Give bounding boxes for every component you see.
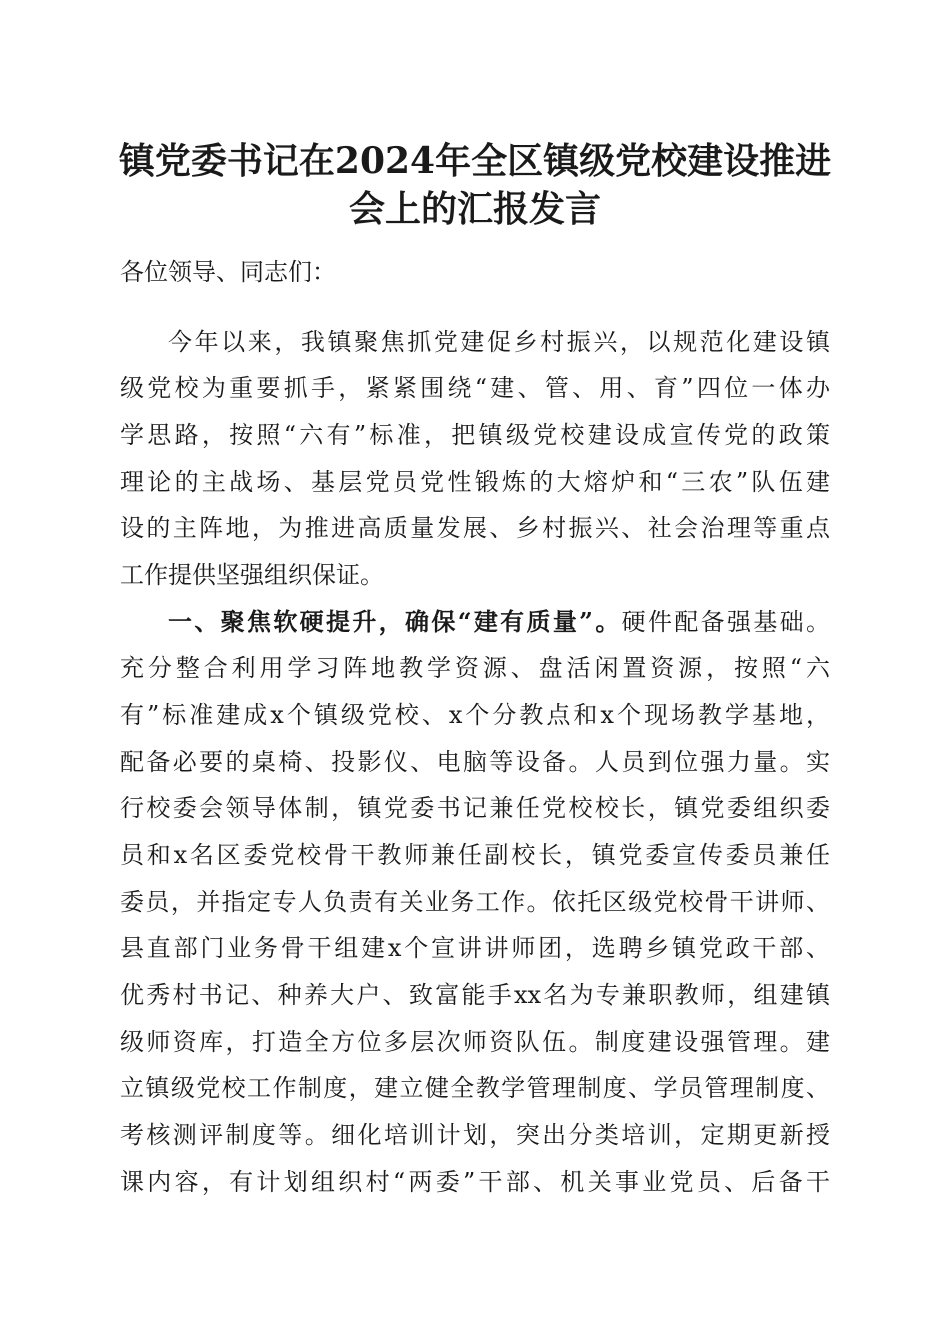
- paragraph-2-line: 行校委会领导体制，镇党委书记兼任党校校长，镇党委组织委: [120, 794, 830, 822]
- document-title-line-2: 会上的汇报发言: [348, 188, 601, 230]
- paragraph-2-line: 课内容，有计划组织村“两委”干部、机关事业党员、后备干: [120, 1168, 830, 1196]
- paragraph-2-line: 员和x名区委党校骨干教师兼任副校长，镇党委宣传委员兼任: [120, 841, 830, 869]
- salutation: 各位领导、同志们：: [120, 258, 336, 286]
- paragraph-2-line: 有”标准建成x个镇级党校、x个分教点和x个现场教学基地，: [120, 701, 830, 729]
- paragraph-1-line: 理论的主战场、基层党员党性锻炼的大熔炉和“三农”队伍建: [120, 468, 830, 496]
- paragraph-2-line: 充分整合利用学习阵地教学资源、盘活闲置资源，按照“六: [120, 654, 830, 682]
- paragraph-2-line: 县直部门业务骨干组建x个宣讲讲师团，选聘乡镇党政干部、: [120, 934, 830, 962]
- section-1-heading: 一、聚焦软硬提升，确保“建有质量”。: [168, 607, 622, 636]
- paragraph-2-line: 配备必要的桌椅、投影仪、电脑等设备。人员到位强力量。实: [120, 748, 830, 776]
- paragraph-1-line: 级党校为重要抓手，紧紧围绕“建、管、用、育”四位一体办: [120, 374, 830, 402]
- paragraph-1-line: 今年以来，我镇聚焦抓党建促乡村振兴，以规范化建设镇: [168, 328, 830, 356]
- paragraph-2-line: 优秀村书记、种养大户、致富能手xx名为专兼职教师，组建镇: [120, 981, 830, 1009]
- paragraph-1-line: 设的主阵地，为推进高质量发展、乡村振兴、社会治理等重点: [120, 514, 830, 542]
- paragraph-2-line: 考核测评制度等。细化培训计划，突出分类培训，定期更新授: [120, 1121, 830, 1149]
- paragraph-1-line: 学思路，按照“六有”标准，把镇级党校建设成宣传党的政策: [120, 421, 830, 449]
- document-title-line-1: 镇党委书记在2024年全区镇级党校建设推进: [118, 140, 832, 182]
- paragraph-2-line: 立镇级党校工作制度，建立健全教学管理制度、学员管理制度、: [120, 1074, 830, 1102]
- paragraph-2-line: 级师资库，打造全方位多层次师资队伍。制度建设强管理。建: [120, 1028, 830, 1056]
- paragraph-1-line: 工作提供坚强组织保证。: [120, 561, 384, 589]
- section-1-first-line: [168, 607, 830, 637]
- section-1-first-line-text: 硬件配备强基础。: [621, 608, 831, 636]
- paragraph-2-line: 委员，并指定专人负责有关业务工作。依托区级党校骨干讲师、: [120, 888, 830, 916]
